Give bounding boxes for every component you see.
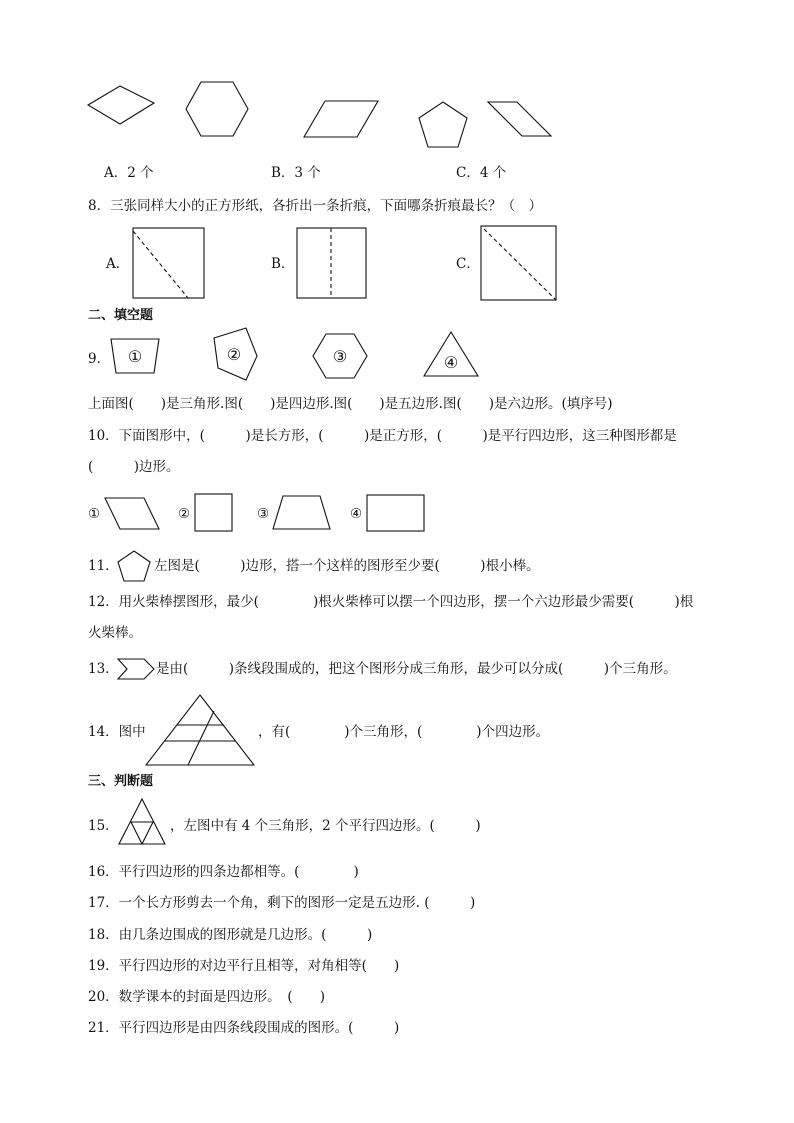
q8-label-b[interactable]: B． [271, 256, 295, 272]
q11-pentagon-shape [116, 549, 152, 583]
q9-label-1: ① [127, 347, 143, 366]
q10-label-3: ③ [257, 506, 270, 522]
q10-label-2: ② [178, 506, 191, 522]
judge-item-17: 17．一个长方形剪去一个角，剩下的图形一定是五边形. ( ) [88, 895, 476, 911]
judge-item-19: 19．平行四边形的对边平行且相等，对角相等( ) [88, 958, 400, 974]
q14-number: 14．图中 [88, 724, 146, 740]
judge-item-16: 16．平行四边形的四条边都相等。( ) [88, 864, 359, 880]
q7-parallelogram-shape [303, 99, 379, 139]
judge-item-21: 21．平行四边形是由四条线段围成的图形。( ) [88, 1020, 400, 1036]
judge-item-20: 20．数学课本的封面是四边形。 ( ) [88, 989, 325, 1005]
q10-square-shape [194, 493, 234, 533]
q13-text: 是由( )条线段围成的，把这个图形分成三角形，最少可以分成( )个三角形。 [156, 661, 677, 677]
q9-label-3: ③ [332, 347, 348, 366]
q13-arrow-shape [116, 657, 156, 681]
q9-text: 上面图( )是三角形.图( )是四边形.图( )是五边形.图( )是六边形。(填序号) [88, 396, 613, 412]
q13-number: 13． [88, 661, 119, 677]
q7-hexagon-shape [185, 80, 249, 138]
q12-line1: 12．用火柴棒摆图形，最少( )根火柴棒可以摆一个四边形，摆一个六边形最少需要( )根 [88, 594, 694, 610]
q10-parallelogram-shape [104, 496, 160, 532]
q9-label-4: ④ [443, 353, 459, 372]
q8-label-a[interactable]: A． [106, 256, 130, 272]
section-judge-title: 三、判断题 [88, 774, 154, 789]
q12-line2: 火柴棒。 [88, 625, 142, 641]
q10-rectangle-shape [366, 494, 426, 532]
q15-text: ，左图中有 4 个三角形，2 个平行四边形。( ) [170, 818, 481, 834]
q15-triangle-figure [117, 797, 167, 847]
q9-number: 9． [88, 351, 111, 367]
q10-line1: 10．下面图形中，( )是长方形，( )是正方形，( )是平行四边形，这三种图形都是 [88, 428, 677, 444]
q7-rhombus-shape [86, 84, 156, 126]
q7-option-a[interactable]: A．2 个 [104, 165, 154, 181]
q10-trapezoid-shape [272, 494, 332, 532]
q11-number: 11． [88, 558, 119, 574]
q9-triangle-shape [422, 330, 480, 378]
q7-option-b[interactable]: B．3 个 [271, 165, 321, 181]
q14-text: ，有( )个三角形，( )个四边形。 [258, 724, 550, 740]
q8-square-a [132, 227, 206, 299]
q14-triangle-figure [144, 693, 256, 767]
q9-label-2: ② [226, 345, 242, 364]
q8-square-b [296, 227, 368, 299]
q10-label-1: ① [88, 506, 101, 522]
q7-option-c[interactable]: C．4 个 [456, 165, 507, 181]
judge-item-18: 18．由几条边围成的图形就是几边形。( ) [88, 927, 373, 943]
q9-trapezoid-shape [108, 336, 162, 376]
q7-pentagon-shape [417, 100, 469, 150]
q9-pentagon-shape [210, 326, 260, 382]
section-fill-title: 二、填空题 [88, 308, 154, 323]
q8-label-c[interactable]: C． [456, 256, 480, 272]
q10-label-4: ④ [350, 506, 363, 522]
q8-stem: 8．三张同样大小的正方形纸，各折出一条折痕，下面哪条折痕最长？（ ） [88, 198, 543, 214]
q11-text: 左图是( )边形，搭一个这样的图形至少要( )根小棒。 [154, 558, 540, 574]
q8-square-c [480, 225, 558, 301]
q7-slanted-parallelogram-shape [487, 100, 553, 138]
q15-number: 15． [88, 818, 119, 834]
q10-line2: ( )边形。 [88, 459, 180, 475]
q9-hexagon-shape [312, 332, 368, 380]
